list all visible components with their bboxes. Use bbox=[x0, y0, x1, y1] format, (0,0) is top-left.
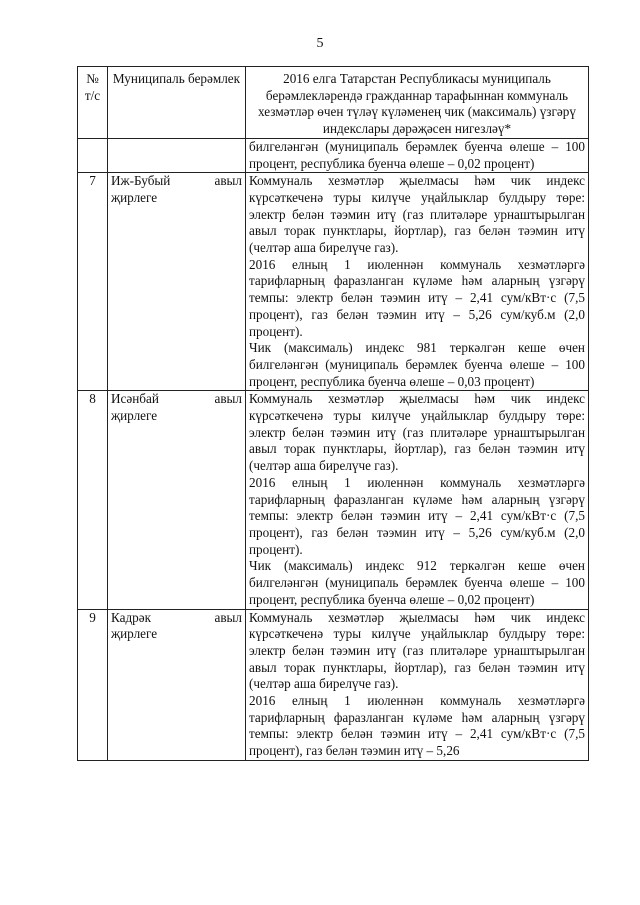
paragraph-services: Коммуналь хезмәтләр җыелмасы һәм чик индекс күрсәткеченә туры килүче уңайлыклар булдыру төре: электр белән тәэмин итү (газ плитәләре урнаштырылган авыл торак пунктлары, йортлар), газ белән тәэмин итү (челтәр аша бирелүче газ). bbox=[249, 173, 585, 256]
municipality-suffix: җирлеге bbox=[111, 189, 158, 205]
table-row-continuation bbox=[78, 138, 589, 172]
paragraph-tariffs: 2016 елның 1 июленнән коммуналь хезмәтләргә тарифларның фаразланган күләме һәм аларның үзгәрү темпы: электр белән тәэмин итү – 2,41 сум/кВт·с (7,5 процент), газ белән тәэмин итү – 5,26 bbox=[249, 693, 585, 759]
municipality-suffix: җирлеге bbox=[111, 408, 158, 424]
municipal-index-table bbox=[77, 66, 589, 761]
table-row bbox=[78, 173, 589, 391]
paragraph-tariffs: 2016 елның 1 июленнән коммуналь хезмәтләргә тарифларның фаразланган күләме һәм аларның үзгәрү темпы: электр белән тәэмин итү – 2,41 сум/кВт·с (7,5 процент), газ белән тәэмин итү – 5,26 сум/куб.м (2,0 процент). bbox=[249, 256, 585, 339]
continuation-text: билгеләнгән (муниципаль берәмлек буенча өлеше – 100 процент, республика буенча өлеше – 0,02 процент) bbox=[249, 138, 585, 171]
municipality-type: авыл bbox=[214, 391, 242, 407]
row-number: 8 bbox=[78, 391, 108, 609]
row-description bbox=[246, 173, 589, 391]
paragraph-index: Чик (максималь) индекс 981 теркәлгән кеше өчен билгеләнгән (муниципаль берәмлек буенча өлеше – 100 процент, республика буенча өлеше – 0,03 процент) bbox=[249, 340, 585, 389]
row-description bbox=[246, 391, 589, 609]
header-municipality: Муниципаль берәмлек bbox=[108, 67, 246, 139]
paragraph-index: Чик (максималь) индекс 912 теркәлгән кеше өчен билгеләнгән (муниципаль берәмлек буенча өлеше – 100 процент, республика буенча өлеше – 0,02 процент) bbox=[249, 558, 585, 607]
row-number: 7 bbox=[78, 173, 108, 391]
municipality-name: Кадрәк bbox=[111, 609, 152, 625]
paragraph-services: Коммуналь хезмәтләр җыелмасы һәм чик индекс күрсәткеченә туры килүче уңайлыклар булдыру төре: электр белән тәэмин итү (газ плитәләре урнаштырылган авыл торак пунктлары, йортлар), газ белән тәэмин итү (челтәр аша бирелүче газ). bbox=[249, 609, 585, 692]
paragraph-tariffs: 2016 елның 1 июленнән коммуналь хезмәтләргә тарифларның фаразланган күләме һәм аларның үзгәрү темпы: электр белән тәэмин итү – 2,41 сум/кВт·с (7,5 процент), газ белән тәэмин итү – 5,26 сум/куб.м (2,0 процент). bbox=[249, 474, 585, 557]
row-description bbox=[246, 609, 589, 760]
municipality-type: авыл bbox=[214, 173, 242, 189]
cell-empty bbox=[78, 138, 108, 172]
cell-empty bbox=[108, 138, 246, 172]
municipality-type: авыл bbox=[214, 609, 242, 625]
table-row bbox=[78, 391, 589, 609]
municipality-name: Иж-Бубый bbox=[111, 173, 171, 189]
row-municipality bbox=[108, 391, 246, 609]
cell-continuation bbox=[246, 138, 589, 172]
header-number: № т/с bbox=[78, 67, 108, 139]
row-municipality bbox=[108, 609, 246, 760]
row-number: 9 bbox=[78, 609, 108, 760]
table-header-row bbox=[78, 67, 589, 139]
header-description: 2016 елга Татарстан Республикасы муниципаль берәмлекләрендә гражданнар тарафыннан коммуналь хезмәтләр өчен түләү күләменең чик (максималь) үзгәрү индекслары дәрәҗәсен нигезләү* bbox=[246, 67, 589, 139]
municipality-suffix: җирлеге bbox=[111, 626, 158, 642]
row-municipality bbox=[108, 173, 246, 391]
table-row bbox=[78, 609, 589, 760]
paragraph-services: Коммуналь хезмәтләр җыелмасы һәм чик индекс күрсәткеченә туры килүче уңайлыклар булдыру төре: электр белән тәэмин итү (газ плитәләре урнаштырылган авыл торак пунктлары, йортлар), газ белән тәэмин итү (челтәр аша бирелүче газ). bbox=[249, 391, 585, 474]
municipality-name: Исәнбай bbox=[111, 391, 159, 407]
page-number: 5 bbox=[316, 36, 324, 51]
